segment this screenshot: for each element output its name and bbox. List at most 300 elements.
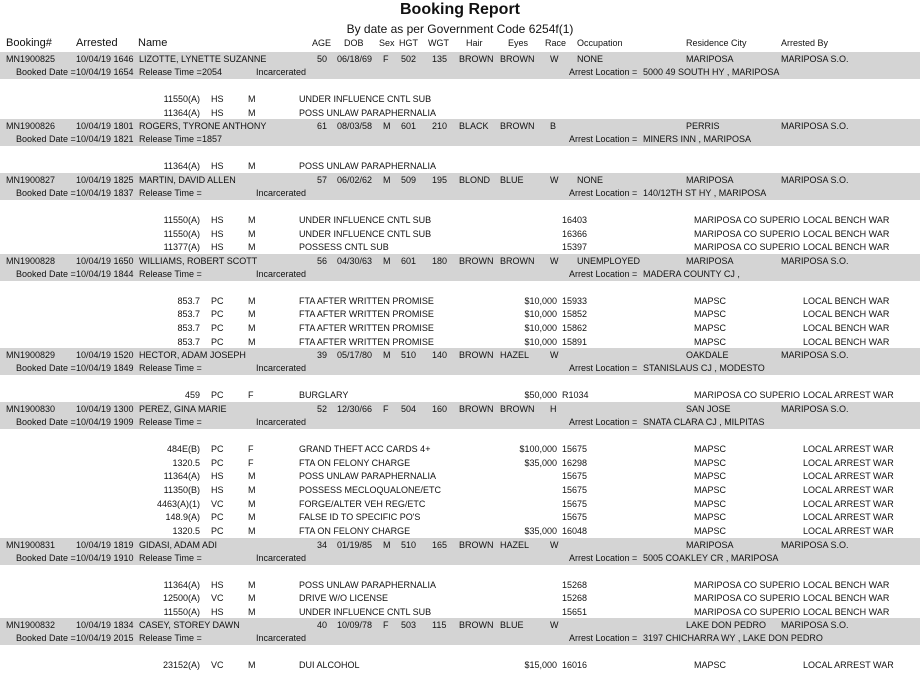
booked-date-label: Booked Date = bbox=[16, 417, 76, 428]
court: MAPSC bbox=[694, 457, 727, 468]
age: 56 bbox=[317, 255, 328, 266]
court: MAPSC bbox=[694, 295, 727, 306]
arrested-datetime: 10/04/19 1650 bbox=[76, 255, 134, 266]
charge-type: HS bbox=[211, 606, 224, 617]
height: 510 bbox=[401, 350, 417, 361]
booking-number: MN1900828 bbox=[6, 255, 56, 266]
dob: 01/19/85 bbox=[337, 539, 373, 550]
weight: 135 bbox=[432, 54, 448, 64]
court: MAPSC bbox=[694, 323, 727, 334]
booking-header-row bbox=[0, 52, 920, 65]
charge-row bbox=[0, 388, 920, 402]
charge-description: FTA AFTER WRITTEN PROMISE bbox=[299, 323, 434, 334]
case-number: 15891 bbox=[562, 336, 588, 347]
charge-description: FALSE ID TO SPECIFIC PO'S bbox=[299, 512, 421, 523]
warrant-type: LOCAL BENCH WAR bbox=[803, 606, 890, 617]
court: MAPSC bbox=[694, 471, 727, 482]
charge-description: FTA ON FELONY CHARGE bbox=[299, 525, 411, 536]
arrested-by: MARIPOSA S.O. bbox=[781, 404, 849, 415]
warrant-type: LOCAL ARREST WAR bbox=[803, 471, 894, 482]
charge-level: M bbox=[248, 295, 256, 306]
charge-code: 11364(A) bbox=[163, 471, 200, 482]
booked-date: 10/04/19 1837 bbox=[76, 187, 134, 198]
booking-detail-row bbox=[0, 186, 920, 200]
charge-level: M bbox=[248, 309, 256, 320]
charge-row bbox=[0, 591, 920, 605]
race: W bbox=[550, 174, 559, 185]
booking-detail-row bbox=[0, 415, 920, 429]
court: MAPSC bbox=[694, 660, 727, 671]
charge-row bbox=[0, 159, 920, 173]
dob: 04/30/63 bbox=[337, 255, 373, 266]
charge-description: UNDER INFLUENCE CNTL SUB bbox=[299, 606, 432, 617]
dob: 06/02/62 bbox=[337, 174, 373, 185]
bail-amount: $50,000 bbox=[524, 390, 557, 401]
case-number: 15862 bbox=[562, 323, 588, 334]
col-name: Name bbox=[138, 37, 168, 49]
case-number: 15675 bbox=[562, 444, 588, 455]
release-time-label: Release Time = bbox=[139, 633, 202, 644]
sex: M bbox=[383, 121, 391, 132]
spacer bbox=[0, 375, 920, 388]
charge-level: M bbox=[248, 94, 256, 104]
arrested-by: MARIPOSA S.O. bbox=[781, 255, 849, 266]
charge-level: M bbox=[248, 242, 256, 253]
arrest-location-label: Arrest Location = bbox=[569, 268, 638, 279]
hair-color: BLACK bbox=[459, 121, 489, 132]
residence-city: MARIPOSA bbox=[686, 174, 734, 185]
weight: 195 bbox=[432, 174, 448, 185]
court: MARIPOSA CO SUPERIO bbox=[694, 390, 801, 401]
warrant-type: LOCAL BENCH WAR bbox=[803, 579, 890, 590]
arrested-datetime: 10/04/19 1834 bbox=[76, 620, 134, 631]
booked-date: 10/04/19 1654 bbox=[76, 67, 134, 77]
charge-type: PC bbox=[211, 336, 224, 347]
booking-detail-row bbox=[0, 631, 920, 645]
booking-detail-row bbox=[0, 65, 920, 79]
warrant-type: LOCAL BENCH WAR bbox=[803, 336, 890, 347]
case-number: 16403 bbox=[562, 214, 588, 225]
arrested-datetime: 10/04/19 1801 bbox=[76, 121, 134, 132]
charge-description: DRIVE W/O LICENSE bbox=[299, 593, 389, 604]
release-time-label: Release Time = bbox=[139, 417, 202, 428]
court: MAPSC bbox=[694, 309, 727, 320]
charge-type: PC bbox=[211, 444, 224, 455]
report-title: Booking Report bbox=[400, 1, 520, 18]
residence-city: PERRIS bbox=[686, 121, 720, 132]
court: MAPSC bbox=[694, 512, 727, 523]
dob: 10/09/78 bbox=[337, 620, 373, 631]
weight: 180 bbox=[432, 255, 448, 266]
warrant-type: LOCAL BENCH WAR bbox=[803, 228, 890, 239]
case-number: 15852 bbox=[562, 309, 588, 320]
person-name: LIZOTTE, LYNETTE SUZANNE bbox=[139, 54, 267, 64]
charge-row bbox=[0, 578, 920, 592]
charge-level: M bbox=[248, 498, 256, 509]
dob: 12/30/66 bbox=[337, 404, 373, 415]
bail-amount: $10,000 bbox=[524, 323, 557, 334]
booking-number: MN1900827 bbox=[6, 174, 56, 185]
court: MARIPOSA CO SUPERIO bbox=[694, 606, 801, 617]
race: W bbox=[550, 350, 559, 361]
charge-description: DUI ALCOHOL bbox=[299, 660, 360, 671]
occupation: NONE bbox=[577, 54, 604, 64]
bail-amount: $10,000 bbox=[524, 295, 557, 306]
warrant-type: LOCAL BENCH WAR bbox=[803, 214, 890, 225]
spacer bbox=[0, 79, 920, 92]
charge-level: M bbox=[248, 512, 256, 523]
booking-number: MN1900831 bbox=[6, 539, 56, 550]
charge-code: 11364(A) bbox=[163, 579, 200, 590]
custody-status: Incarcerated bbox=[256, 268, 307, 279]
sex: F bbox=[383, 620, 389, 631]
charge-level: M bbox=[248, 660, 256, 671]
arrest-location: STANISLAUS CJ , MODESTO bbox=[643, 363, 765, 374]
court: MARIPOSA CO SUPERIO bbox=[694, 593, 801, 604]
column-header-row bbox=[0, 37, 920, 53]
bail-amount: $10,000 bbox=[524, 336, 557, 347]
court: MAPSC bbox=[694, 525, 727, 536]
charge-type: HS bbox=[211, 471, 224, 482]
arrest-location-label: Arrest Location = bbox=[569, 363, 638, 374]
charge-row bbox=[0, 240, 920, 254]
occupation: UNEMPLOYED bbox=[577, 255, 641, 266]
charge-row bbox=[0, 442, 920, 456]
weight: 210 bbox=[432, 121, 448, 132]
bail-amount: $10,000 bbox=[524, 309, 557, 320]
booking-number: MN1900826 bbox=[6, 121, 56, 132]
warrant-type: LOCAL ARREST WAR bbox=[803, 457, 894, 468]
arrest-location-label: Arrest Location = bbox=[569, 633, 638, 644]
arrest-location: 5005 COAKLEY CR , MARIPOSA bbox=[643, 552, 779, 563]
dob: 08/03/58 bbox=[337, 121, 373, 132]
case-number: 16016 bbox=[562, 660, 588, 671]
court: MAPSC bbox=[694, 498, 727, 509]
warrant-type: LOCAL ARREST WAR bbox=[803, 498, 894, 509]
case-number: 15675 bbox=[562, 512, 588, 523]
bail-amount: $35,000 bbox=[524, 525, 557, 536]
charge-code: 853.7 bbox=[177, 309, 200, 320]
arrest-location: SNATA CLARA CJ , MILPITAS bbox=[643, 417, 765, 428]
height: 503 bbox=[401, 620, 417, 631]
arrested-by: MARIPOSA S.O. bbox=[781, 620, 849, 631]
booked-date: 10/04/19 1849 bbox=[76, 363, 134, 374]
booking-header-row bbox=[0, 348, 920, 361]
spacer bbox=[0, 200, 920, 213]
age: 40 bbox=[317, 620, 328, 631]
charge-level: M bbox=[248, 606, 256, 617]
sex: M bbox=[383, 350, 391, 361]
hair-color: BROWN bbox=[459, 620, 494, 631]
charge-row bbox=[0, 469, 920, 483]
charge-type: HS bbox=[211, 484, 224, 495]
release-time: 2054 bbox=[202, 67, 223, 77]
charge-code: 853.7 bbox=[177, 336, 200, 347]
height: 510 bbox=[401, 539, 417, 550]
charge-code: 1320.5 bbox=[172, 525, 200, 536]
charge-row bbox=[0, 321, 920, 335]
arrested-by: MARIPOSA S.O. bbox=[781, 121, 849, 132]
sex: M bbox=[383, 539, 391, 550]
arrested-datetime: 10/04/19 1819 bbox=[76, 539, 134, 550]
case-number: 15675 bbox=[562, 471, 588, 482]
charge-code: 11550(A) bbox=[163, 214, 200, 225]
col-eyes: Eyes bbox=[508, 38, 529, 48]
booking-header-row bbox=[0, 618, 920, 631]
court: MAPSC bbox=[694, 336, 727, 347]
charge-description: UNDER INFLUENCE CNTL SUB bbox=[299, 214, 432, 225]
charge-level: F bbox=[248, 457, 254, 468]
release-time-label: Release Time = bbox=[139, 268, 202, 279]
height: 502 bbox=[401, 54, 417, 64]
warrant-type: LOCAL BENCH WAR bbox=[803, 309, 890, 320]
weight: 160 bbox=[432, 404, 448, 415]
col-booking: Booking# bbox=[6, 37, 52, 49]
person-name: WILLIAMS, ROBERT SCOTT bbox=[139, 255, 258, 266]
residence-city: MARIPOSA bbox=[686, 54, 734, 64]
charge-type: HS bbox=[211, 94, 224, 104]
charge-description: BURGLARY bbox=[299, 390, 349, 401]
custody-status: Incarcerated bbox=[256, 633, 307, 644]
age: 57 bbox=[317, 174, 328, 185]
charge-level: M bbox=[248, 107, 256, 118]
charge-code: 459 bbox=[184, 390, 200, 401]
charge-level: M bbox=[248, 214, 256, 225]
charge-type: VC bbox=[211, 660, 224, 671]
charge-row bbox=[0, 497, 920, 511]
custody-status: Incarcerated bbox=[256, 67, 307, 77]
case-number: 15933 bbox=[562, 295, 588, 306]
booked-date: 10/04/19 1821 bbox=[76, 134, 134, 145]
charge-description: FTA AFTER WRITTEN PROMISE bbox=[299, 336, 434, 347]
custody-status: Incarcerated bbox=[256, 417, 307, 428]
race: H bbox=[550, 404, 557, 415]
case-number: R1034 bbox=[562, 390, 589, 401]
booked-date: 10/04/19 1909 bbox=[76, 417, 134, 428]
booking-header-row bbox=[0, 173, 920, 186]
charge-level: M bbox=[248, 161, 256, 172]
race: W bbox=[550, 255, 559, 266]
race: W bbox=[550, 54, 559, 64]
residence-city: SAN JOSE bbox=[686, 404, 731, 415]
hair-color: BROWN bbox=[459, 54, 494, 64]
col-hgt: HGT bbox=[399, 38, 418, 48]
spacer bbox=[0, 429, 920, 442]
charge-description: FTA ON FELONY CHARGE bbox=[299, 457, 411, 468]
spacer bbox=[0, 146, 920, 159]
charge-type: PC bbox=[211, 390, 224, 401]
person-name: GIDASI, ADAM ADI bbox=[139, 539, 218, 550]
sex: M bbox=[383, 174, 391, 185]
charge-level: M bbox=[248, 336, 256, 347]
arrest-location-label: Arrest Location = bbox=[569, 552, 638, 563]
charge-code: 23152(A) bbox=[162, 660, 200, 671]
booked-date-label: Booked Date = bbox=[16, 67, 76, 77]
charge-description: FTA AFTER WRITTEN PROMISE bbox=[299, 295, 434, 306]
report-subtitle: By date as per Government Code 6254f(1) bbox=[346, 22, 574, 36]
booked-date-label: Booked Date = bbox=[16, 268, 76, 279]
arrested-datetime: 10/04/19 1520 bbox=[76, 350, 134, 361]
charge-type: PC bbox=[211, 457, 224, 468]
sex: F bbox=[383, 404, 389, 415]
dob: 06/18/69 bbox=[337, 54, 373, 64]
warrant-type: LOCAL BENCH WAR bbox=[803, 295, 890, 306]
booking-header-row bbox=[0, 538, 920, 551]
warrant-type: LOCAL ARREST WAR bbox=[803, 484, 894, 495]
case-number: 15268 bbox=[562, 579, 588, 590]
age: 61 bbox=[317, 121, 328, 132]
bail-amount: $100,000 bbox=[519, 444, 557, 455]
charge-row bbox=[0, 605, 920, 619]
col-residence: Residence City bbox=[686, 38, 747, 48]
charge-level: M bbox=[248, 484, 256, 495]
charge-code: 4463(A)(1) bbox=[156, 498, 200, 509]
court: MARIPOSA CO SUPERIO bbox=[694, 214, 801, 225]
charge-code: 11364(A) bbox=[163, 161, 200, 172]
charge-code: 148.9(A) bbox=[165, 512, 200, 523]
charge-type: VC bbox=[211, 498, 224, 509]
charge-type: PC bbox=[211, 525, 224, 536]
eye-color: BROWN bbox=[500, 54, 535, 64]
arrested-by: MARIPOSA S.O. bbox=[781, 54, 849, 64]
age: 52 bbox=[317, 404, 328, 415]
charge-description: FORGE/ALTER VEH REG/ETC bbox=[299, 498, 426, 509]
booking-header-row bbox=[0, 402, 920, 415]
booked-date-label: Booked Date = bbox=[16, 187, 76, 198]
custody-status: Incarcerated bbox=[256, 363, 307, 374]
charge-code: 853.7 bbox=[177, 323, 200, 334]
booking-number: MN1900830 bbox=[6, 404, 56, 415]
charge-row bbox=[0, 510, 920, 524]
eye-color: HAZEL bbox=[500, 350, 530, 361]
booking-number: MN1900825 bbox=[6, 54, 56, 64]
charge-code: 11350(B) bbox=[163, 484, 200, 495]
charge-type: PC bbox=[211, 512, 224, 523]
warrant-type: LOCAL BENCH WAR bbox=[803, 242, 890, 253]
charge-description: FTA AFTER WRITTEN PROMISE bbox=[299, 309, 434, 320]
charge-row bbox=[0, 335, 920, 349]
arrested-by: MARIPOSA S.O. bbox=[781, 350, 849, 361]
charge-level: M bbox=[248, 228, 256, 239]
weight: 140 bbox=[432, 350, 448, 361]
charge-row bbox=[0, 92, 920, 106]
age: 34 bbox=[317, 539, 328, 550]
case-number: 15675 bbox=[562, 498, 588, 509]
charge-type: HS bbox=[211, 579, 224, 590]
case-number: 15651 bbox=[562, 606, 588, 617]
dob: 05/17/80 bbox=[337, 350, 373, 361]
charge-level: M bbox=[248, 471, 256, 482]
charge-level: M bbox=[248, 525, 256, 536]
charge-row bbox=[0, 483, 920, 497]
release-time-label: Release Time = bbox=[139, 134, 202, 145]
weight: 165 bbox=[432, 539, 448, 550]
person-name: CASEY, STOREY DAWN bbox=[139, 620, 240, 631]
age: 50 bbox=[317, 54, 328, 64]
booking-number: MN1900832 bbox=[6, 620, 56, 631]
height: 601 bbox=[401, 121, 417, 132]
spacer bbox=[0, 281, 920, 294]
person-name: HECTOR, ADAM JOSEPH bbox=[139, 350, 246, 361]
warrant-type: LOCAL BENCH WAR bbox=[803, 323, 890, 334]
arrested-datetime: 10/04/19 1825 bbox=[76, 174, 134, 185]
charge-type: HS bbox=[211, 242, 224, 253]
arrest-location-label: Arrest Location = bbox=[569, 417, 638, 428]
arrest-location: 140/12TH ST HY , MARIPOSA bbox=[643, 187, 767, 198]
charge-row bbox=[0, 524, 920, 538]
charge-row bbox=[0, 106, 920, 120]
arrested-by: MARIPOSA S.O. bbox=[781, 174, 849, 185]
arrest-location-label: Arrest Location = bbox=[569, 67, 638, 77]
bail-amount: $15,000 bbox=[524, 660, 557, 671]
charge-type: PC bbox=[211, 309, 224, 320]
warrant-type: LOCAL BENCH WAR bbox=[803, 593, 890, 604]
spacer bbox=[0, 645, 920, 658]
col-wgt: WGT bbox=[428, 38, 449, 48]
hair-color: BROWN bbox=[459, 404, 494, 415]
release-time-label: Release Time = bbox=[139, 552, 202, 563]
charge-row bbox=[0, 307, 920, 321]
booking-detail-row bbox=[0, 132, 920, 146]
court: MARIPOSA CO SUPERIO bbox=[694, 242, 801, 253]
charge-type: PC bbox=[211, 323, 224, 334]
booked-date-label: Booked Date = bbox=[16, 633, 76, 644]
weight: 115 bbox=[432, 620, 447, 631]
hair-color: BROWN bbox=[459, 539, 494, 550]
race: W bbox=[550, 539, 559, 550]
charge-row bbox=[0, 213, 920, 227]
charge-description: POSSESS MECLOQUALONE/ETC bbox=[299, 484, 442, 495]
charge-description: POSS UNLAW PARAPHERNALIA bbox=[299, 161, 437, 172]
booked-date: 10/04/19 2015 bbox=[76, 633, 134, 644]
arrest-location-label: Arrest Location = bbox=[569, 134, 638, 145]
eye-color: BLUE bbox=[500, 174, 524, 185]
col-occupation: Occupation bbox=[577, 38, 623, 48]
col-arrested-by: Arrested By bbox=[781, 38, 829, 48]
arrested-datetime: 10/04/19 1646 bbox=[76, 54, 134, 64]
court: MARIPOSA CO SUPERIO bbox=[694, 228, 801, 239]
case-number: 16366 bbox=[562, 228, 588, 239]
charge-description: POSSESS CNTL SUB bbox=[299, 242, 389, 253]
case-number: 16298 bbox=[562, 457, 588, 468]
release-time-label: Release Time = bbox=[139, 187, 202, 198]
charge-code: 484E(B) bbox=[166, 444, 200, 455]
case-number: 15675 bbox=[562, 484, 588, 495]
residence-city: LAKE DON PEDRO bbox=[686, 620, 767, 631]
height: 601 bbox=[401, 255, 417, 266]
charge-level: F bbox=[248, 390, 254, 401]
warrant-type: LOCAL ARREST WAR bbox=[803, 512, 894, 523]
charge-row bbox=[0, 456, 920, 470]
charge-type: HS bbox=[211, 107, 224, 118]
charge-type: HS bbox=[211, 228, 224, 239]
col-sex: Sex bbox=[379, 38, 395, 48]
booking-detail-row bbox=[0, 361, 920, 375]
eye-color: BROWN bbox=[500, 255, 535, 266]
release-time: 1857 bbox=[202, 134, 223, 145]
arrest-location: 5000 49 SOUTH HY , MARIPOSA bbox=[643, 67, 780, 77]
case-number: 15397 bbox=[562, 242, 588, 253]
charge-row bbox=[0, 227, 920, 241]
warrant-type: LOCAL ARREST WAR bbox=[803, 660, 894, 671]
court: MARIPOSA CO SUPERIO bbox=[694, 579, 801, 590]
booking-header-row bbox=[0, 119, 920, 132]
hair-color: BLOND bbox=[459, 174, 491, 185]
charge-description: POSS UNLAW PARAPHERNALIA bbox=[299, 107, 437, 118]
charge-level: M bbox=[248, 579, 256, 590]
residence-city: MARIPOSA bbox=[686, 539, 734, 550]
release-time-label: Release Time = bbox=[139, 363, 202, 374]
